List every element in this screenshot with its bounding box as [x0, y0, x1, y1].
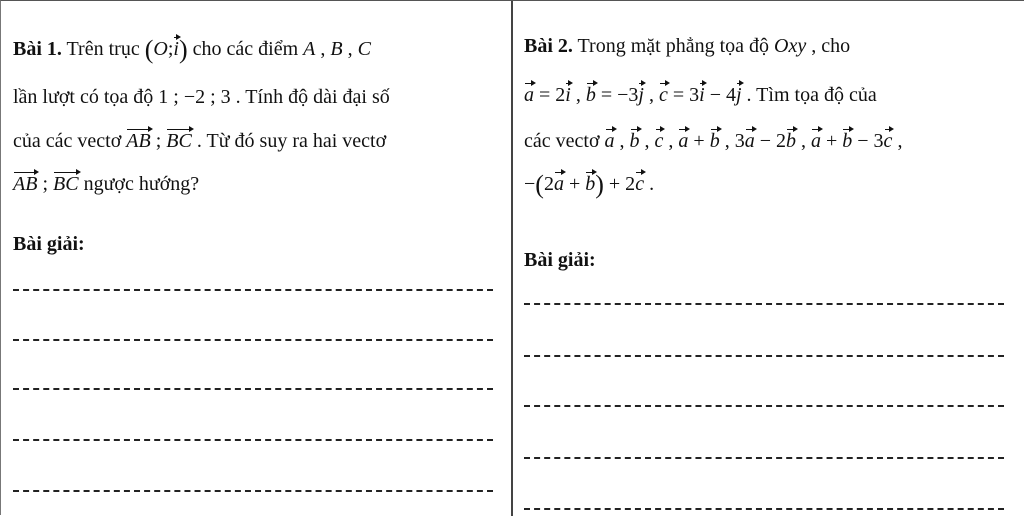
text-segment: Trong mặt phẳng tọa độ — [572, 35, 775, 57]
text-segment: ; — [37, 173, 53, 195]
vector-symbol: a — [553, 173, 564, 195]
text-segment: , 3 — [719, 130, 745, 152]
text-segment: , — [663, 130, 679, 152]
vector-symbol: c — [658, 84, 668, 106]
vector-symbol: b — [709, 130, 720, 152]
text-segment: ; — [150, 130, 167, 152]
exercise-1-line-2: lần lượt có tọa độ 1 ; −2 ; 3 . Tính độ dài đại số — [13, 86, 390, 108]
math-symbol: B — [330, 38, 343, 60]
exercise-2-solution-heading: Bài giải: — [524, 249, 596, 271]
text-segment: . — [644, 173, 655, 195]
text-segment: , — [643, 84, 659, 106]
text-segment: , — [892, 130, 903, 152]
paren: ( — [144, 35, 154, 64]
text-segment: , — [315, 38, 331, 60]
answer-line[interactable] — [13, 490, 493, 492]
vector-symbol: a — [744, 130, 755, 152]
vector-symbol: b — [585, 173, 596, 195]
paren: ) — [178, 35, 188, 64]
text-segment: . Từ đó suy ra hai vectơ — [191, 130, 387, 152]
vector-symbol: a — [678, 130, 689, 152]
vector-symbol: BC — [53, 173, 79, 195]
vector-symbol: j — [638, 84, 644, 106]
text-segment: + — [563, 173, 586, 195]
answer-line[interactable] — [524, 457, 1004, 459]
vector-symbol: b — [842, 130, 853, 152]
answer-line[interactable] — [524, 508, 1004, 510]
answer-line[interactable] — [13, 388, 493, 390]
vector-symbol: i — [565, 84, 571, 106]
text-segment: , — [570, 84, 586, 106]
text-segment: , — [614, 130, 630, 152]
vector-symbol: AB — [13, 173, 38, 195]
text-segment: , cho — [806, 35, 851, 57]
exercise-2-label: Bài 2. — [524, 35, 573, 57]
exercise-1-label: Bài 1. — [13, 38, 62, 60]
text-segment: cho các điểm — [187, 38, 304, 60]
paren: ( — [535, 170, 544, 199]
text-segment: . Tìm tọa độ của — [741, 84, 877, 106]
text-segment: ngược hướng? — [78, 173, 200, 195]
text-segment: , — [639, 130, 655, 152]
exercise-1-column — [13, 1, 503, 516]
exercise-1-line-1 — [13, 37, 371, 62]
exercise-2-line-2 — [524, 83, 877, 107]
text-segment: − 2 — [754, 130, 786, 152]
vector-symbol: i — [699, 84, 705, 106]
text-segment: , — [342, 38, 358, 60]
text-segment: − — [524, 173, 536, 195]
text-segment: = 3 — [667, 84, 700, 106]
exercise-2-line-1 — [524, 34, 850, 58]
text-segment: 2 — [543, 173, 554, 195]
text-segment: + — [688, 130, 710, 152]
exercise-1-solution-heading: Bài giải: — [13, 233, 85, 255]
exercise-1-line-3 — [13, 129, 386, 153]
math-symbol: O — [153, 38, 168, 60]
vector-symbol: b — [785, 130, 796, 152]
vector-symbol: a — [604, 130, 615, 152]
answer-line[interactable] — [524, 303, 1004, 305]
vector-symbol: c — [654, 130, 664, 152]
text-segment: = 2 — [534, 84, 566, 106]
text-segment: các vectơ — [524, 130, 605, 152]
text-segment: − 3 — [852, 130, 884, 152]
vector-symbol: j — [735, 84, 742, 106]
text-segment: ; — [167, 38, 174, 60]
math-symbol: C — [357, 38, 371, 60]
column-divider — [511, 1, 513, 516]
answer-line[interactable] — [13, 339, 493, 341]
text-segment: = −3 — [595, 84, 639, 106]
vector-symbol: BC — [166, 130, 192, 152]
answer-line[interactable] — [13, 439, 493, 441]
math-symbol: Oxy — [774, 35, 807, 57]
answer-line[interactable] — [13, 289, 493, 291]
vector-symbol: i — [173, 38, 179, 60]
text-segment: − 4 — [704, 84, 736, 106]
vector-symbol: b — [629, 130, 640, 152]
text-segment: của các vectơ — [13, 130, 127, 152]
paren: ) — [595, 170, 604, 199]
text-segment: Trên trục — [61, 38, 145, 60]
vector-symbol: a — [810, 130, 821, 152]
text-segment: + 2 — [603, 173, 636, 195]
answer-line[interactable] — [524, 355, 1004, 357]
exercise-2-line-4 — [524, 172, 654, 197]
exercise-2-line-3 — [524, 129, 902, 153]
math-symbol: A — [303, 38, 316, 60]
answer-line[interactable] — [524, 405, 1004, 407]
vector-symbol: c — [635, 173, 645, 195]
vector-symbol: c — [883, 130, 893, 152]
text-segment: + — [820, 130, 843, 152]
vector-symbol: b — [585, 84, 596, 106]
vector-symbol: a — [524, 84, 534, 106]
exercise-2-column — [524, 1, 1016, 516]
exercise-1-line-4 — [13, 172, 199, 196]
vector-symbol: AB — [126, 130, 151, 152]
text-segment: , — [795, 130, 811, 152]
